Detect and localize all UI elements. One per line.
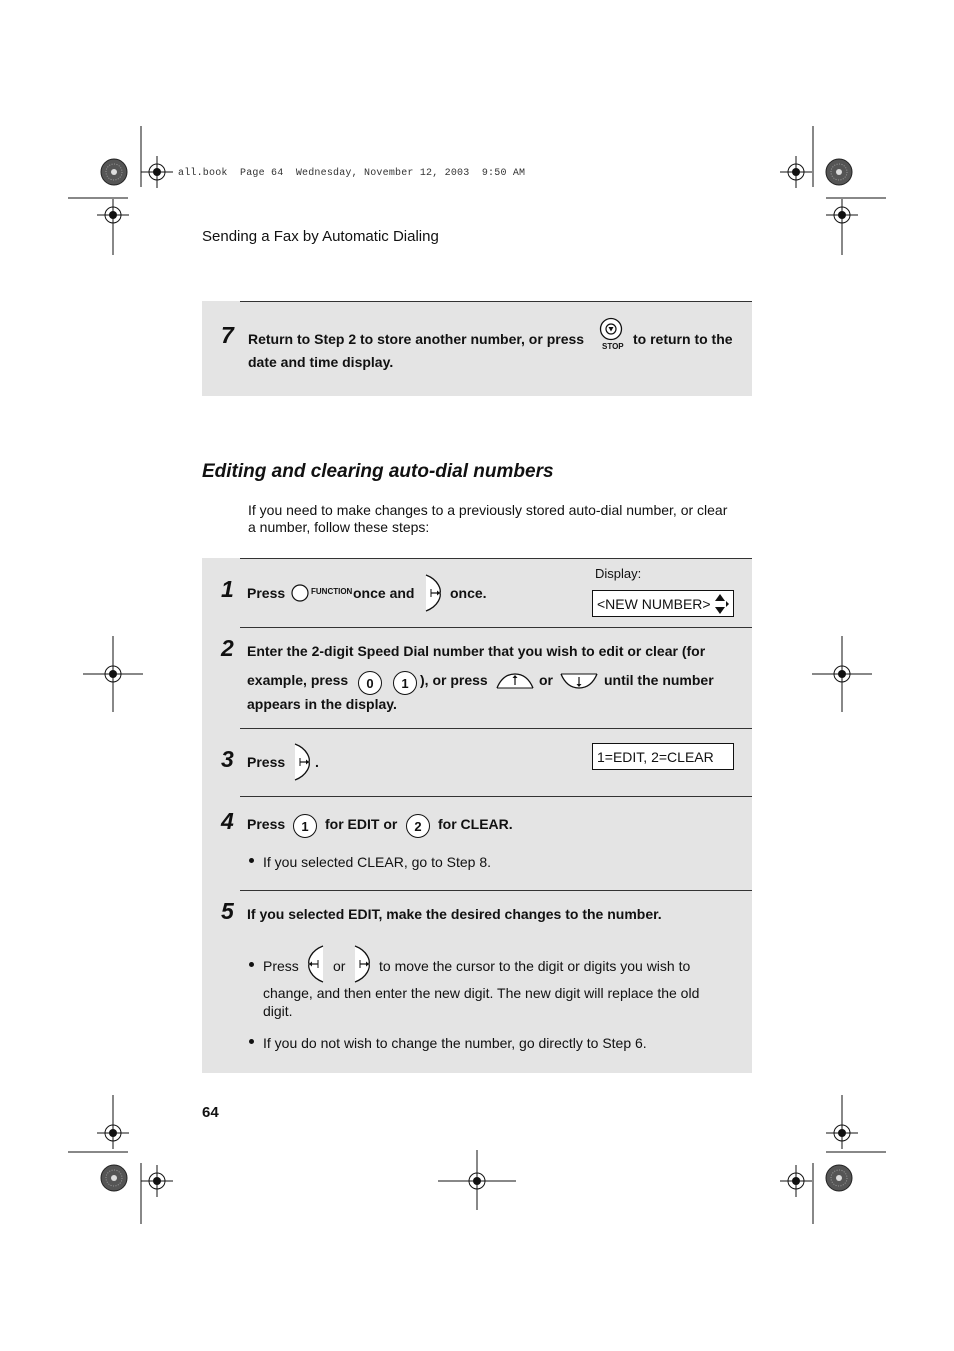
step-number-4: 4 [221,808,234,834]
step1-press: Press [247,585,286,601]
section-title: Editing and clearing auto-dial numbers [202,461,554,482]
step2-line1: Enter the 2-digit Speed Dial number that you wish to edit or clear (for [247,643,706,659]
stop-key [598,317,628,353]
step5-b1-line2: change, and then enter the new digit. The new digit will replace the old [263,985,700,1001]
step5-b1-line3: digit. [263,1003,293,1019]
step2-line3: appears in the display. [247,696,397,712]
step5-text: If you selected EDIT, make the desired changes to the number. [247,906,662,922]
step7-panel [202,301,752,396]
up-arrow-key [496,672,534,697]
function-button-icon [291,584,311,602]
step-number-7: 7 [221,322,234,348]
left-arrow-key [306,945,326,988]
step-number-3: 3 [221,746,234,772]
right-arrow-icon [423,574,443,612]
key-2-clear-label: 2 [406,814,430,838]
key-1-edit-label: 1 [293,814,317,838]
display-text-3: 1=EDIT, 2=CLEAR [597,748,714,765]
up-down-arrow-icon [712,593,730,615]
step-number-5: 5 [221,898,234,924]
bullet-dot [249,1039,254,1044]
step4-press: Press [247,816,286,832]
right-arrow-key-3 [292,743,312,786]
step4-for-edit: for EDIT or [325,816,398,832]
step-number-1: 1 [221,576,234,602]
file-slug: all.book Page 64 Wednesday, November 12, 2003 9:50 AM [178,168,526,179]
step2-or-press: ), or press [420,672,488,688]
up-arrow-icon [496,672,534,692]
function-key [291,584,311,602]
display-label: Display: [595,566,642,581]
rule-step5 [240,890,752,891]
step7-text: Return to Step 2 to store another number, or press [248,331,585,347]
bullet-dot [249,962,254,967]
rule-step3 [240,728,752,729]
step5-b1-or: or [333,958,346,974]
step2-until: until the number [604,672,714,688]
down-arrow-key [560,670,598,695]
right-arrow-key-1 [423,574,443,617]
step2-example-press: example, press [247,672,349,688]
key-0 [358,671,382,695]
step1-once: once. [450,585,487,601]
key-1-label: 1 [393,671,417,695]
right-arrow-icon [352,945,372,983]
step7-line2: date and time display. [248,354,394,370]
step5-b2: If you do not wish to change the number, go directly to Step 6. [263,1035,647,1051]
intro-line-2: a number, follow these steps: [248,519,430,535]
step3-press: Press [247,754,286,770]
rule-step2 [240,627,752,628]
display-edit-clear [592,743,734,770]
left-arrow-icon [306,945,326,983]
step4-for-clear: for CLEAR. [438,816,513,832]
key-2-clear [406,814,430,838]
step3-period: . [315,754,319,770]
key-1 [393,671,417,695]
step7-rule [240,301,752,302]
step7-text-after: to return to the [633,331,733,347]
running-header: Sending a Fax by Automatic Dialing [202,228,439,245]
right-arrow-icon [292,743,312,781]
key-0-label: 0 [358,671,382,695]
step1-once-and: once and [353,585,415,601]
display-new-number [592,590,734,617]
step2-or: or [539,672,553,688]
page-number: 64 [202,1104,219,1121]
step-number-2: 2 [221,635,234,661]
bullet-dot [249,858,254,863]
step5-b1-press: Press [263,958,299,974]
step5-b1-rest: to move the cursor to the digit or digits you wish to [379,958,691,974]
function-label: FUNCTION [311,587,353,596]
display-text-1: <NEW NUMBER> [597,595,711,612]
stop-label: STOP [602,342,624,351]
rule-step1 [240,558,752,559]
right-arrow-key-5 [352,945,372,988]
step4-bullet: If you selected CLEAR, go to Step 8. [263,854,492,870]
key-1-edit [293,814,317,838]
rule-step4 [240,796,752,797]
intro-line-1: If you need to make changes to a previously stored auto-dial number, or clear [248,502,728,518]
down-arrow-icon [560,670,598,690]
